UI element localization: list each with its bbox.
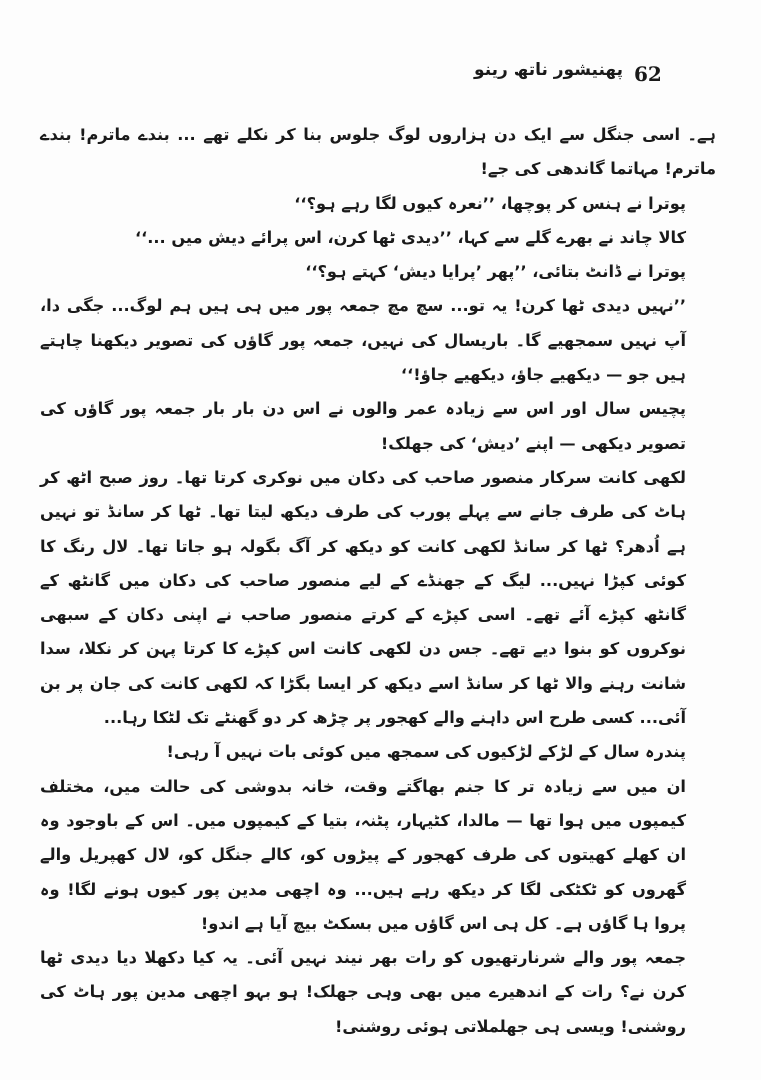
paragraph: کالا چاند نے بھرے گلے سے کہا، ’’دیدی ٹھا کرن، اس پرائے دیش میں ...‘‘ — [134, 227, 686, 247]
paragraph: پوترا نے ڈانٹ بتائی، ’’پھر ’پرایا دیش‘ کہتے ہو؟‘‘ — [305, 262, 686, 282]
running-head: پھنیشور ناتھ رینو — [474, 60, 623, 80]
body-text — [40, 118, 716, 1044]
paragraph: ان میں سے زیادہ تر کا جنم بھاگتے وقت، خانہ بدوشی کی حالت میں، مختلف کیمپوں میں ہوا تھا — مالدا، کٹیہار، پٹنہ، بتیا کے کیمپوں میں۔ اس کے باوجود وہ ان کھلے کھیتوں کی طرف کھجور کے پیڑوں کو، کالے جنگل کو، لال کھپریل والے گھروں کو ٹکٹکی لگا کر دیکھ رہے ہیں... وہ اچھی مدین پور کیوں ہونے لگا! وہ پروا ہا گاؤں ہے۔ کل ہی اس گاؤں میں بسکٹ بیچ آیا ہے اندو! — [40, 776, 686, 933]
paragraph: لکھی کانت سرکار منصور صاحب کی دکان میں نوکری کرتا تھا۔ روز صبح اٹھ کر ہاٹ کی طرف جانے سے پہلے پورب کی طرف دیکھ لیتا تھا۔ ٹھا کر سانڈ تو نہیں ہے اُدھر؟ ٹھا کر سانڈ لکھی کانت کو دیکھ کر آگ بگولہ ہو جاتا تھا۔ لال رنگ کا کوئی کپڑا نہیں... لیگ کے جھنڈے کے لیے منصور صاحب کی دکان میں گانٹھ کے گانٹھ کپڑے آئے تھے۔ اسی کپڑے کے کرتے منصور صاحب نے اپنی دکان کے سبھی نوکروں کو بنوا دیے تھے۔ جس دن لکھی کانت اس کپڑے کا کرتا پہن کر نکلا، سدا شانت رہنے والا ٹھا کر سانڈ اسے دیکھ کر ایسا بگڑا کہ لکھی کانت کی جان پر بن آئی... کسی طرح اس داہنے والے کھجور پر چڑھ کر دو گھنٹے تک لٹکا رہا... — [40, 467, 686, 728]
paragraph: ’’نہیں دیدی ٹھا کرن! یہ تو... سچ مچ جمعہ پور میں ہی ہیں ہم لوگ... جگی دا، آپ نہیں سمجھیے گا۔ باریسال کی نہیں، جمعہ پور گاؤں کی تصویر دیکھنا چاہتے ہیں جو — دیکھیے جاؤ، دیکھیے جاؤ!‘‘ — [40, 296, 686, 385]
paragraph: ہے۔ اسی جنگل سے ایک دن ہزاروں لوگ جلوس بنا کر نکلے تھے ... بندے ماترم! بندے ماترم! مہاتما گاندھی کی جے! — [40, 125, 716, 179]
page-header — [0, 58, 761, 94]
page-number: 62 — [634, 62, 662, 86]
paragraph: پچیس سال اور اس سے زیادہ عمر والوں نے اس دن بار بار جمعہ پور گاؤں کی تصویر دیکھی — اپنے ’دیش‘ کی جھلک! — [40, 399, 686, 453]
paragraph: پوترا نے ہنس کر پوچھا، ’’نعرہ کیوں لگا رہے ہو؟‘‘ — [294, 193, 686, 213]
paragraph: جمعہ پور والے شرنارتھیوں کو رات بھر نیند نہیں آئی۔ یہ کیا دکھلا دیا دیدی ٹھا کرن نے؟ رات کے اندھیرے میں بھی وہی جھلک! ہو بہو اچھی مدین پور ہاٹ کی روشنی! ویسی ہی جھلملاتی ہوئی روشنی! — [40, 948, 686, 1036]
paragraph: پندرہ سال کے لڑکے لڑکیوں کی سمجھ میں کوئی بات نہیں آ رہی! — [166, 742, 686, 762]
